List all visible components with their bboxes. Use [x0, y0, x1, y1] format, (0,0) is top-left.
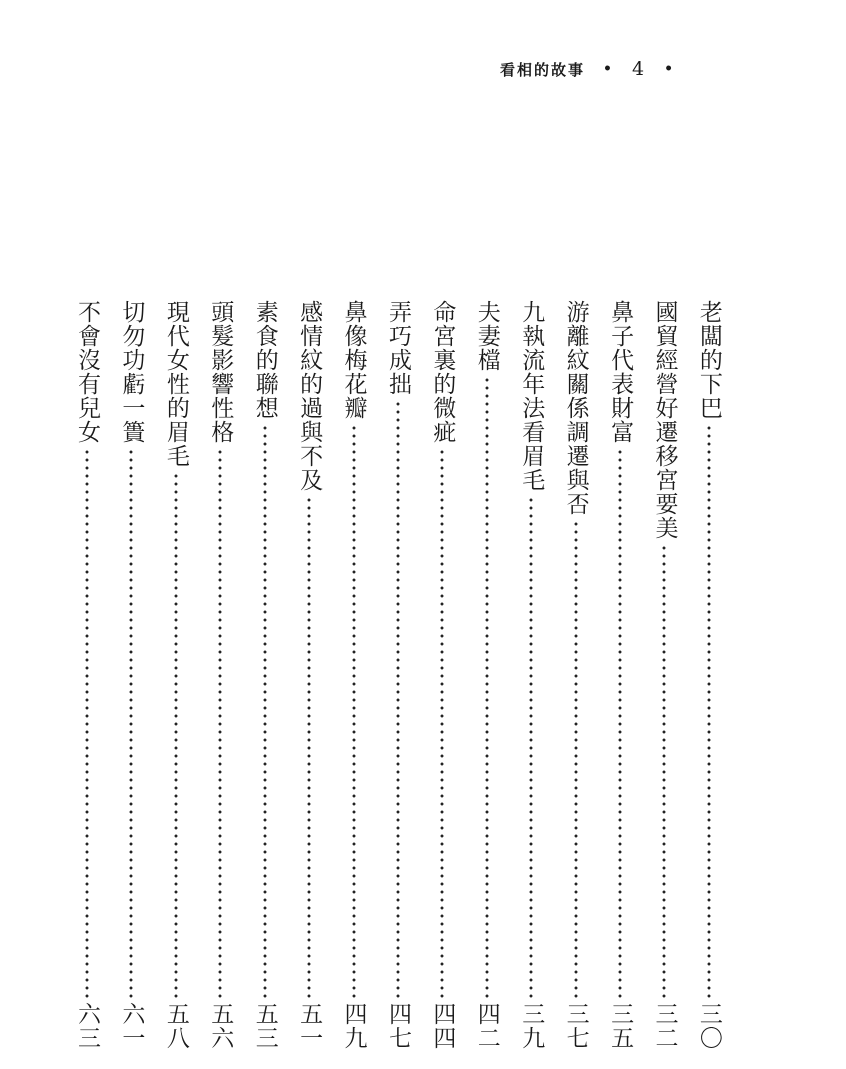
dot-leader [440, 448, 444, 998]
running-header [500, 54, 675, 84]
dot-leader [174, 472, 178, 998]
running-header-title: 看相的故事 [500, 60, 586, 79]
table-of-contents [68, 300, 728, 1050]
toc-entry-page: 三五 [607, 1002, 634, 1050]
toc-entry [423, 300, 461, 1050]
toc-entry-title: 弄巧成拙 [384, 300, 411, 396]
toc-entry [201, 300, 239, 1050]
toc-entry-page: 四四 [429, 1002, 456, 1050]
toc-entry-page: 六三 [74, 1002, 100, 1050]
dot-leader [662, 544, 666, 998]
toc-entry-page: 三七 [562, 1002, 589, 1050]
toc-entry-title: 游離紋關係調遷與否 [562, 300, 589, 516]
toc-entry [601, 300, 639, 1050]
toc-entry-title: 頭髮影響性格 [207, 300, 234, 444]
toc-entry [68, 300, 106, 1050]
dot-leader [529, 496, 533, 998]
toc-entry-page: 五一 [296, 1002, 323, 1050]
toc-entry-page: 五八 [162, 1002, 189, 1050]
header-separator-left: • [603, 61, 614, 77]
dot-leader [129, 448, 133, 998]
toc-entry-title: 鼻子代表財富 [607, 300, 634, 444]
toc-entry-title: 現代女性的眉毛 [162, 300, 189, 468]
toc-entry [379, 300, 417, 1050]
toc-entry-title: 素食的聯想 [251, 300, 278, 420]
toc-entry-title: 九執流年法看眉毛 [518, 300, 545, 492]
toc-entry-page: 六一 [118, 1002, 145, 1050]
toc-entry [468, 300, 506, 1050]
toc-entry-title: 老闆的下巴 [695, 300, 722, 420]
dot-leader [396, 400, 400, 998]
toc-entry-page: 四二 [473, 1002, 500, 1050]
toc-entry-page: 四九 [340, 1002, 367, 1050]
toc-entry-page: 三二 [651, 1002, 678, 1050]
toc-entry [512, 300, 550, 1050]
toc-entry-title: 不會沒有兒女 [74, 300, 100, 444]
dot-leader [707, 424, 711, 998]
dot-leader [263, 424, 267, 998]
toc-entry-title: 切勿功虧一簣 [118, 300, 145, 444]
toc-entry [645, 300, 683, 1050]
toc-entry-title: 夫妻檔 [473, 300, 500, 372]
dot-leader [218, 448, 222, 998]
dot-leader [85, 448, 89, 998]
toc-entry-page: 五六 [207, 1002, 234, 1050]
toc-entry-title: 國貿經營好遷移宮要美 [651, 300, 678, 540]
dot-leader [352, 424, 356, 998]
dot-leader [574, 520, 578, 998]
toc-entry-title: 感情紋的過與不及 [296, 300, 323, 492]
toc-entry [690, 300, 728, 1050]
toc-entry-page: 三〇 [695, 1002, 722, 1050]
toc-entry-page: 五三 [251, 1002, 278, 1050]
toc-entry [112, 300, 150, 1050]
dot-leader [485, 376, 489, 998]
toc-entry-page: 三九 [518, 1002, 545, 1050]
header-separator-right: • [664, 61, 676, 77]
toc-entry-title: 命宮裏的微疵 [429, 300, 456, 444]
toc-entry-title: 鼻像梅花瓣 [340, 300, 367, 420]
toc-entry [246, 300, 284, 1050]
toc-entry [335, 300, 373, 1050]
dot-leader [618, 448, 622, 998]
dot-leader [307, 496, 311, 998]
toc-entry [157, 300, 195, 1050]
page-number: 4 [631, 58, 647, 80]
toc-entry [290, 300, 328, 1050]
toc-entry-page: 四七 [384, 1002, 411, 1050]
toc-entry [557, 300, 595, 1050]
